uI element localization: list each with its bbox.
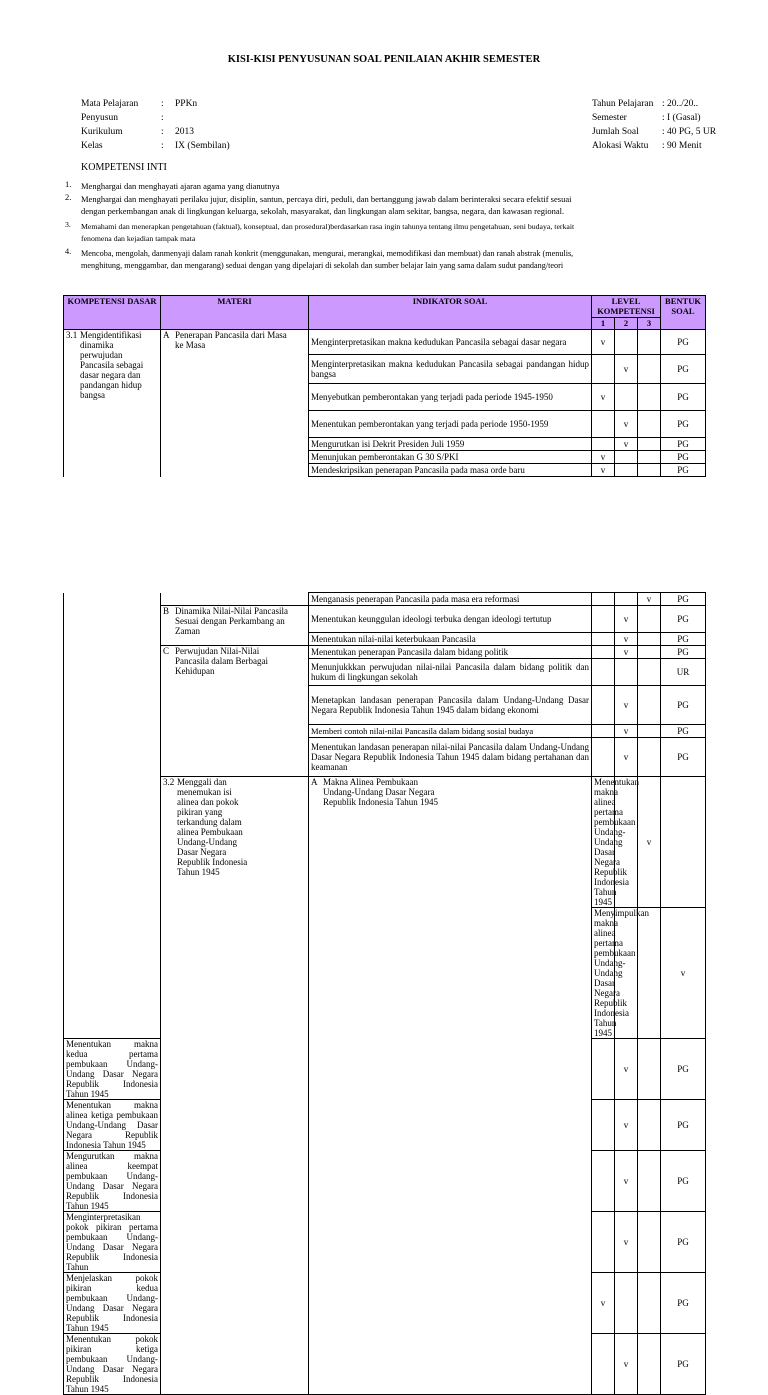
level2-cell: v xyxy=(615,606,638,633)
materi-letter: A xyxy=(163,330,170,340)
level1-cell xyxy=(592,411,615,438)
indikator-cell: Menentukan pemberontakan yang terjadi pada periode 1950-1959 xyxy=(309,411,592,438)
info-value: : I (Gasal) xyxy=(662,113,701,123)
indikator-cell: Menentukan nilai-nilai keterbukaan Pancasila xyxy=(309,633,592,646)
header-indikator: INDIKATOR SOAL xyxy=(309,296,592,330)
level3-cell xyxy=(638,355,661,384)
ki-number: 1. xyxy=(65,179,72,189)
indikator-cell: Menentukan makna alinea ketiga pembukaan Undang-Undang Dasar Negara Republik Indonesia Tahun 1945 xyxy=(64,1100,161,1151)
info-sep: : xyxy=(161,113,164,123)
indikator-cell: Menentukan landasan penerapan nilai-nilai Pancasila dalam Undang-Undang Dasar Negara Republik Indonesia Tahun 1945 dalam bidang pertahanan dan keamanan xyxy=(309,738,592,777)
level1-cell xyxy=(592,355,615,384)
bentuk-cell: PG xyxy=(661,1100,706,1151)
level1-cell xyxy=(592,1100,615,1151)
ki-line: dengan perkembangan anak di lingkungan keluarga, sekolah, masyarakat, dan lingkungan alam sekitar, bangsa, negara, dan kawasan regional. xyxy=(81,205,565,216)
kd-text: Mengidentifikasi dinamika perwujudan Pancasila sebagai dasar negara dan pandangan hidup bangsa xyxy=(80,330,144,400)
level1-cell xyxy=(592,1039,615,1100)
materi-text: Perwujudan Nilai-Nilai Pancasila dalam Berbagai Kehidupan xyxy=(175,646,268,676)
level3-cell xyxy=(638,1334,661,1395)
info-sep: : xyxy=(161,99,164,109)
level3-cell xyxy=(638,659,661,686)
level1-cell xyxy=(592,686,615,725)
header-level-3: 3 xyxy=(638,318,661,330)
indikator-cell: Menunjukan pemberontakan G 30 S/PKI xyxy=(309,451,592,464)
level1-cell: v xyxy=(592,1273,615,1334)
materi-letter: B xyxy=(163,606,170,616)
header-level-2: 2 xyxy=(615,318,638,330)
bentuk-cell: PG xyxy=(661,1273,706,1334)
header-materi: MATERI xyxy=(161,296,309,330)
level3-cell xyxy=(638,464,661,477)
level2-cell xyxy=(615,451,638,464)
level1-cell xyxy=(592,1334,615,1395)
level1-cell xyxy=(592,606,615,633)
info-label: Mata Pelajaran xyxy=(81,99,139,109)
document-title: KISI-KISI PENYUSUNAN SOAL PENILAIAN AKHIR SEMESTER xyxy=(227,54,541,65)
kd-number: 3.1 xyxy=(66,330,78,340)
indikator-cell: Menjelaskan pokok pikiran kedua pembukaan Undang-Undang Dasar Negara Republik Indonesia Tahun 1945 xyxy=(64,1273,161,1334)
level1-cell xyxy=(592,738,615,777)
info-value: : 90 Menit xyxy=(662,141,702,151)
level3-cell: v xyxy=(638,593,661,606)
indikator-cell: Menginterpretasikan makna kedudukan Pancasila sebagai dasar negara xyxy=(309,330,592,355)
info-label: Alokasi Waktu xyxy=(592,141,649,151)
indikator-cell: Menginterpretasikan makna kedudukan Pancasila sebagai pandangan hidup bangsa xyxy=(309,355,592,384)
level2-cell: v xyxy=(615,1100,638,1151)
level1-cell: v xyxy=(592,451,615,464)
level2-cell: v xyxy=(615,738,638,777)
indikator-cell: Mendeskripsikan penerapan Pancasila pada masa orde baru xyxy=(309,464,592,477)
bentuk-cell: PG xyxy=(661,1334,706,1395)
info-label: Jumlah Soal xyxy=(592,127,639,137)
ki-number: 4. xyxy=(65,247,72,256)
materi-text: Makna Alinea Pembukaan Undang-Undang Dasar Negara Republik Indonesia Tahun 1945 xyxy=(323,777,438,807)
level3-cell xyxy=(638,451,661,464)
level3-cell xyxy=(638,686,661,725)
info-value: IX (Sembilan) xyxy=(175,141,230,151)
level3-cell xyxy=(638,330,661,355)
info-value: 2013 xyxy=(175,127,194,137)
kd-cell xyxy=(64,330,161,477)
bentuk-cell: PG xyxy=(661,725,706,738)
level1-cell: v xyxy=(592,330,615,355)
kd-number: 3.2 xyxy=(163,777,175,787)
level3-cell xyxy=(661,777,706,908)
level3-cell xyxy=(638,1151,661,1212)
kd-text: Menggali dan menemukan isi alinea dan pokok pikiran yang terkandung dalam alinea Pembukaan Undang-Undang Dasar Negara Republik Indonesia Tahun 1945 xyxy=(177,777,248,877)
level3-cell xyxy=(638,1100,661,1151)
materi-cell xyxy=(161,646,309,777)
bentuk-cell: PG xyxy=(661,1039,706,1100)
ki-line: menghitung, menggambar, dan mengarang) seduai dengan yang dipelajari di sekolah dan sumber belajar lain yang sama dalam sudut pandang/teori xyxy=(81,260,564,270)
indikator-cell: Menyimpulkan makna alinea pertama pembukaan Undang-Undang Dasar Negara Republik Indonesia Tahun 1945 xyxy=(592,908,615,1039)
ki-number: 3. xyxy=(65,220,71,229)
info-value xyxy=(175,111,230,125)
level1-cell xyxy=(592,725,615,738)
bentuk-cell: UR xyxy=(661,659,706,686)
header-kd: KOMPETENSI DASAR xyxy=(64,296,161,330)
level2-cell: v xyxy=(615,1151,638,1212)
materi-cell xyxy=(161,330,309,477)
header-bentuk: BENTUK SOAL xyxy=(661,296,706,330)
indikator-cell: Memberi contoh nilai-nilai Pancasila dalam bidang sosial budaya xyxy=(309,725,592,738)
level2-cell: v xyxy=(615,633,638,646)
info-value: : 20../20.. xyxy=(662,99,699,109)
indikator-cell: Menentukan makna alinea pertama pembukaan Undang-Undang Dasar Negara Republik Indonesia Tahun 1945 xyxy=(592,777,615,908)
level2-cell: v xyxy=(615,411,638,438)
ki-line: Menghargai dan menghayati perilaku jujur, disiplin, santun, percaya diri, peduli, dan bertanggung jawab dalam berinteraksi secara efektif sesuai xyxy=(81,194,572,204)
bentuk-cell: PG xyxy=(661,464,706,477)
level1-cell: v xyxy=(592,464,615,477)
level2-cell xyxy=(615,464,638,477)
level1-cell xyxy=(592,633,615,646)
level2-cell: v xyxy=(615,646,638,659)
indikator-cell: Menentukan keunggulan ideologi terbuka dengan ideologi tertutup xyxy=(309,606,592,633)
level3-cell xyxy=(638,411,661,438)
indikator-cell: Menentukan makna kedua pertama pembukaan Undang-Undang Dasar Negara Republik Indonesia Tahun 1945 xyxy=(64,1039,161,1100)
materi-cell xyxy=(309,777,592,1395)
level2-cell xyxy=(615,1273,638,1334)
indikator-cell: Menentukan penerapan Pancasila dalam bidang politik xyxy=(309,646,592,659)
level2-cell xyxy=(615,593,638,606)
level3-cell xyxy=(638,1273,661,1334)
level2-cell xyxy=(615,384,638,411)
info-value: : 40 PG, 5 UR xyxy=(662,127,717,137)
ki-number: 2. xyxy=(65,192,72,202)
info-label: Penyusun xyxy=(81,113,118,123)
info-label: Kurikulum xyxy=(81,127,123,137)
level2-cell xyxy=(615,659,638,686)
level2-cell: v xyxy=(615,355,638,384)
level3-cell xyxy=(638,633,661,646)
ki-heading: KOMPETENSI INTI xyxy=(81,162,167,173)
bentuk-cell: PG xyxy=(661,606,706,633)
level3-cell xyxy=(638,384,661,411)
indikator-cell: Menyebutkan pemberontakan yang terjadi pada periode 1945-1950 xyxy=(309,384,592,411)
bentuk-cell: PG xyxy=(661,593,706,606)
ki-line: Memahami dan menerapkan pengetahuan (faktual), konseptual, dan prosedural)berdasarkan rasa ingin tahunya tentang ilmu pengetahuan, seni budaya, terkait xyxy=(81,222,575,231)
level1-cell xyxy=(592,593,615,606)
level2-cell: v xyxy=(638,777,661,908)
level1-cell xyxy=(592,1151,615,1212)
level1-cell: v xyxy=(592,384,615,411)
bentuk-cell: PG xyxy=(661,1212,706,1273)
level1-cell xyxy=(592,659,615,686)
materi-text: Dinamika Nilai-Nilai Pancasila Sesuai dengan Perkambang an Zaman xyxy=(175,606,288,636)
indikator-cell: Menginterpretasikan pokok pikiran pertama pembukaan Undang-Undang Dasar Negara Republik Indonesia Tahun xyxy=(64,1212,161,1273)
indikator-cell: Menganasis penerapan Pancasila pada masa era reformasi xyxy=(309,593,592,606)
bentuk-cell: PG xyxy=(661,384,706,411)
level2-cell: v xyxy=(615,438,638,451)
right-info xyxy=(592,97,768,157)
bentuk-cell: PG xyxy=(661,646,706,659)
info-sep: : xyxy=(161,127,164,137)
left-info xyxy=(81,97,230,153)
ki-line: fenomena dan kejadian tampak mata xyxy=(81,233,196,243)
level2-cell: v xyxy=(615,1334,638,1395)
ki-line: Mencoba, mengolah, danmenyaji dalam ranah konkrit (menggunakan, mengurai, merangkai, memodifikasi dan membuat) dan ranah abstrak (menulis, xyxy=(81,249,574,258)
indikator-cell: Menetapkan landasan penerapan Pancasila dalam Undang-Undang Dasar Negara Republik Indonesia Tahun 1945 dalam bidang ekonomi xyxy=(309,686,592,725)
indikator-cell: Mengurutkan isi Dekrit Presiden Juli 1959 xyxy=(309,438,592,451)
kd-cell-continued xyxy=(64,593,161,1039)
level3-cell xyxy=(638,606,661,633)
materi-text: Penerapan Pancasila dari Masa ke Masa xyxy=(175,330,287,350)
level3-cell xyxy=(638,738,661,777)
bentuk-cell: PG xyxy=(661,738,706,777)
kisi-table-1 xyxy=(63,295,706,477)
level1-cell xyxy=(592,438,615,451)
level2-cell: v xyxy=(615,1212,638,1273)
level3-cell xyxy=(638,646,661,659)
level3-cell xyxy=(638,1212,661,1273)
materi-letter: C xyxy=(163,646,170,656)
level3-cell: v xyxy=(661,908,706,1039)
level2-cell: v xyxy=(615,725,638,738)
ki-line: Menghargai dan menghayati ajaran agama yang dianutnya xyxy=(81,181,280,191)
info-sep: : xyxy=(161,141,164,151)
bentuk-cell: PG xyxy=(661,355,706,384)
indikator-cell: Menentukan pokok pikiran ketiga pembukaan Undang-Undang Dasar Negara Republik Indonesia Tahun 1945 xyxy=(64,1334,161,1395)
bentuk-cell: PG xyxy=(661,411,706,438)
info-label: Tahun Pelajaran xyxy=(592,99,654,109)
info-value: PPKn xyxy=(175,99,198,109)
bentuk-cell: PG xyxy=(661,330,706,355)
header-level-1: 1 xyxy=(592,318,615,330)
level2-cell: v xyxy=(615,1039,638,1100)
level2-cell xyxy=(638,908,661,1039)
bentuk-cell: PG xyxy=(661,438,706,451)
bentuk-cell: PG xyxy=(661,686,706,725)
level1-cell xyxy=(592,1212,615,1273)
kd-cell xyxy=(161,777,309,1395)
materi-letter: A xyxy=(311,777,318,787)
level2-cell xyxy=(615,330,638,355)
level2-cell: v xyxy=(615,686,638,725)
kisi-table-2 xyxy=(63,592,706,1395)
level1-cell xyxy=(592,646,615,659)
header-level: LEVEL KOMPETENSI xyxy=(592,296,661,318)
level3-cell xyxy=(638,1039,661,1100)
level3-cell xyxy=(638,725,661,738)
info-label: Semester xyxy=(592,113,627,123)
materi-cell xyxy=(161,606,309,646)
materi-cell-continued xyxy=(161,593,309,606)
bentuk-cell: PG xyxy=(661,1151,706,1212)
level3-cell xyxy=(638,438,661,451)
bentuk-cell: PG xyxy=(661,633,706,646)
indikator-cell: Mengurutkan makna alinea keempat pembukaan Undang-Undang Dasar Negara Republik Indonesia Tahun 1945 xyxy=(64,1151,161,1212)
bentuk-cell: PG xyxy=(661,451,706,464)
info-label: Kelas xyxy=(81,141,103,151)
indikator-cell: Menunjukkkan perwujudan nilai-nilai Pancasila dalam bidang politik dan hukum di lingkungan sekolah xyxy=(309,659,592,686)
